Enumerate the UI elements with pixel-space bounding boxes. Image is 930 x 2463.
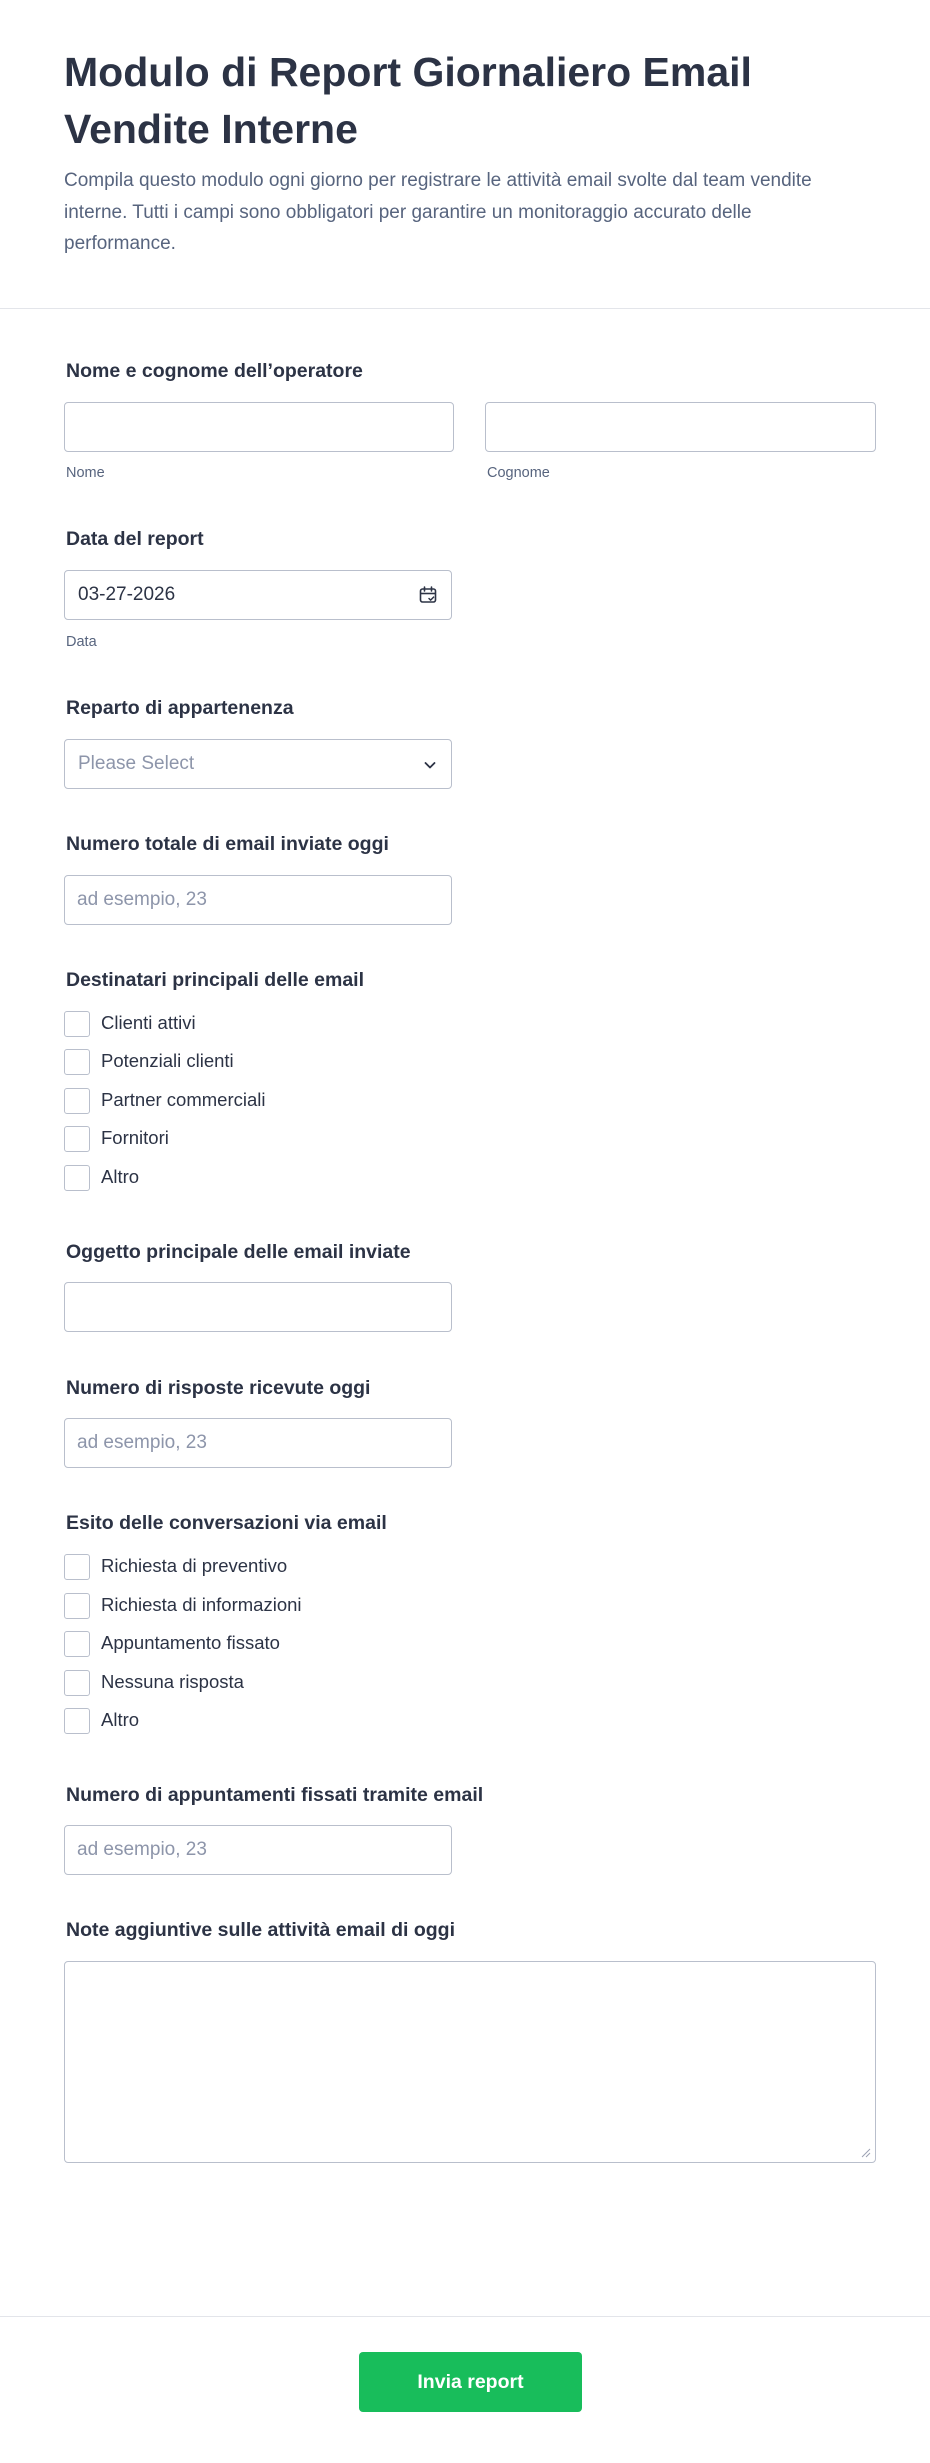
appointments-input[interactable] xyxy=(64,1825,452,1875)
checkbox-label: Altro xyxy=(101,1166,140,1187)
checkbox-label: Nessuna risposta xyxy=(101,1671,244,1692)
date-sublabel: Data xyxy=(66,634,97,650)
notes-label: Note aggiuntive sulle attività email di oggi xyxy=(66,1919,455,1941)
checkbox[interactable] xyxy=(64,1631,90,1657)
checkbox-label: Partner commerciali xyxy=(101,1089,266,1110)
checkbox[interactable] xyxy=(64,1049,90,1075)
checkbox[interactable] xyxy=(64,1011,90,1037)
form-description: Compila questo modulo ogni giorno per registrare le attività email svolte dal team vendite interne. Tutti i campi sono obbligatori per garantire un monitoraggio accurato delle performance. xyxy=(64,170,812,254)
checkbox[interactable] xyxy=(64,1088,90,1114)
appointments-label: Numero di appuntamenti fissati tramite email xyxy=(66,1784,484,1806)
outcome-label: Esito delle conversazioni via email xyxy=(66,1512,387,1534)
date-input[interactable] xyxy=(64,570,452,620)
replies-input[interactable] xyxy=(64,1418,452,1468)
recipients-label: Destinatari principali delle email xyxy=(66,969,365,991)
checkbox[interactable] xyxy=(64,1165,90,1191)
checkbox-label: Richiesta di informazioni xyxy=(101,1594,302,1615)
checkbox[interactable] xyxy=(64,1126,90,1152)
emails-sent-label: Numero totale di email inviate oggi xyxy=(66,833,389,855)
last-name-input[interactable] xyxy=(485,402,876,452)
first-name-sublabel: Nome xyxy=(66,465,105,481)
checkbox[interactable] xyxy=(64,1670,90,1696)
subject-input[interactable] xyxy=(64,1282,452,1332)
date-value: 03-27-2026 xyxy=(78,584,176,605)
emails-sent-input[interactable] xyxy=(64,875,452,925)
checkbox[interactable] xyxy=(64,1708,90,1734)
checkbox-label: Clienti attivi xyxy=(101,1012,196,1033)
checkbox-label: Richiesta di preventivo xyxy=(101,1555,288,1576)
checkbox[interactable] xyxy=(64,1593,90,1619)
chevron-down-icon xyxy=(421,756,439,774)
first-name-input[interactable] xyxy=(64,402,454,452)
replies-label: Numero di risposte ricevute oggi xyxy=(66,1377,371,1399)
checkbox[interactable] xyxy=(64,1554,90,1580)
form-title: Modulo di Report Giornaliero Email Vendite Interne xyxy=(64,49,752,152)
checkbox-label: Appuntamento fissato xyxy=(101,1632,280,1653)
checkbox-label: Fornitori xyxy=(101,1127,169,1148)
calendar-icon[interactable] xyxy=(418,585,438,605)
resize-handle-icon[interactable] xyxy=(859,2146,871,2158)
form-header xyxy=(0,0,930,309)
checkbox-label: Altro xyxy=(101,1709,140,1730)
department-selected-value: Please Select xyxy=(78,753,195,774)
last-name-sublabel: Cognome xyxy=(487,465,550,481)
report-date-label: Data del report xyxy=(66,528,204,550)
department-select[interactable] xyxy=(64,739,452,789)
submit-button[interactable]: Invia report xyxy=(359,2352,582,2412)
checkbox-label: Potenziali clienti xyxy=(101,1050,234,1071)
operator-name-label: Nome e cognome dell’operatore xyxy=(66,360,363,382)
department-label: Reparto di appartenenza xyxy=(66,697,294,719)
notes-textarea[interactable] xyxy=(64,1961,876,2163)
subject-label: Oggetto principale delle email inviate xyxy=(66,1241,411,1263)
